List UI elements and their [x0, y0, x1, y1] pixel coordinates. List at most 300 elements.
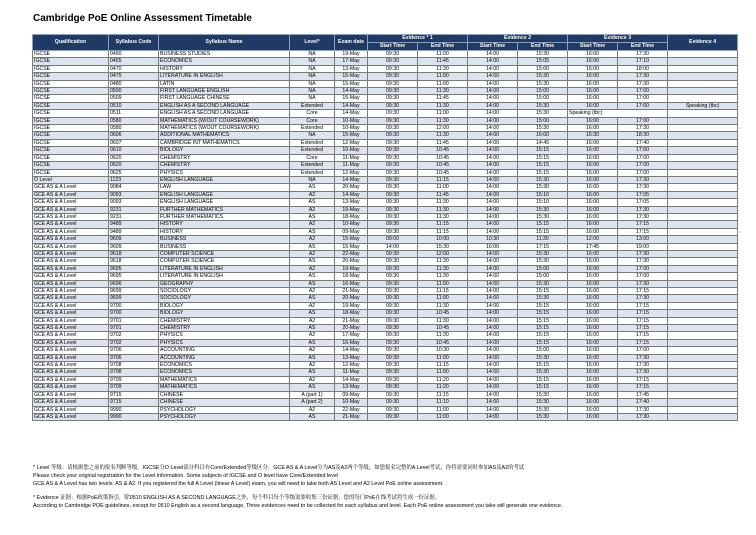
- cell-ev4: [668, 65, 738, 72]
- cell-ev3-end: 17:10: [618, 58, 668, 65]
- cell-ev2-end: 15:30: [518, 354, 568, 361]
- cell-syllabus-code: 9701: [109, 317, 159, 324]
- cell-ev3-end: 17:00: [618, 154, 668, 161]
- cell-ev2-start: 14:00: [468, 184, 518, 191]
- cell-syllabus-name: FIRST LANGUAGE CHINESE: [159, 95, 290, 102]
- cell-level: Core: [290, 154, 335, 161]
- cell-qualification: IGCSE: [33, 162, 109, 169]
- cell-exam-date: 16-May: [335, 280, 368, 287]
- cell-ev1-start: 09:30: [368, 132, 418, 139]
- cell-ev2-end: 15:15: [518, 228, 568, 235]
- header-syllabus-name: Syllabus Name: [159, 35, 290, 51]
- cell-syllabus-name: ENGLISH LANGUAGE: [159, 176, 290, 183]
- cell-ev1-start: 09:30: [368, 310, 418, 317]
- table-row: [33, 376, 738, 383]
- timetable-table: [32, 34, 738, 421]
- cell-qualification: GCE AS & A Level: [33, 384, 109, 391]
- cell-ev3-start: 16:00: [568, 221, 618, 228]
- cell-ev2-start: 14:00: [468, 391, 518, 398]
- cell-ev2-start: 14:00: [468, 250, 518, 257]
- cell-ev1-start: 09:30: [368, 184, 418, 191]
- cell-ev2-start: 14:00: [468, 176, 518, 183]
- cell-ev2-start: 14:00: [468, 117, 518, 124]
- cell-exam-date: 14-May: [335, 88, 368, 95]
- cell-ev4: [668, 376, 738, 383]
- cell-ev1-start: 09:00: [368, 236, 418, 243]
- table-row: [33, 139, 738, 146]
- cell-ev4: [668, 295, 738, 302]
- cell-level: AS: [290, 243, 335, 250]
- cell-ev3-start: 16:00: [568, 273, 618, 280]
- cell-ev2-start: 14:00: [468, 139, 518, 146]
- cell-syllabus-name: PSYCHOLOGY: [159, 413, 290, 420]
- cell-ev3-end: 17:30: [618, 280, 668, 287]
- cell-ev1-start: 09:30: [368, 399, 418, 406]
- cell-ev3-start: 16:00: [568, 73, 618, 80]
- cell-ev2-start: 14:00: [468, 288, 518, 295]
- cell-syllabus-name: ACCOUNTING: [159, 354, 290, 361]
- cell-syllabus-code: 9702: [109, 339, 159, 346]
- cell-ev1-end: 11:30: [418, 132, 468, 139]
- cell-ev2-start: 14:00: [468, 95, 518, 102]
- cell-ev3-end: 17:15: [618, 310, 668, 317]
- cell-ev3-start: 16:00: [568, 147, 618, 154]
- cell-ev3-start: 16:00: [568, 80, 618, 87]
- cell-ev2-start: 14:00: [468, 325, 518, 332]
- cell-qualification: GCE AS & A Level: [33, 302, 109, 309]
- cell-ev3-start: 16:00: [568, 95, 618, 102]
- cell-ev4: [668, 339, 738, 346]
- cell-ev2-end: 14:45: [518, 139, 568, 146]
- cell-ev2-end: 15:15: [518, 147, 568, 154]
- cell-qualification: IGCSE: [33, 139, 109, 146]
- cell-qualification: GCE AS & A Level: [33, 413, 109, 420]
- cell-syllabus-code: 9695: [109, 273, 159, 280]
- cell-ev1-end: 11:00: [418, 280, 468, 287]
- cell-ev1-end: 10:45: [418, 154, 468, 161]
- cell-qualification: GCE AS & A Level: [33, 265, 109, 272]
- cell-ev2-start: 14:00: [468, 213, 518, 220]
- cell-exam-date: 09-May: [335, 228, 368, 235]
- cell-level: Core: [290, 110, 335, 117]
- cell-ev3-end: 17:30: [618, 125, 668, 132]
- cell-exam-date: 12-May: [335, 362, 368, 369]
- cell-ev1-end: 11:45: [418, 139, 468, 146]
- cell-qualification: GCE AS & A Level: [33, 273, 109, 280]
- cell-ev1-end: 10:45: [418, 339, 468, 346]
- cell-qualification: IGCSE: [33, 125, 109, 132]
- cell-syllabus-code: 0510: [109, 102, 159, 109]
- cell-syllabus-name: ENGLISH AS A SECOND LANGUAGE: [159, 110, 290, 117]
- table-row: [33, 317, 738, 324]
- cell-exam-date: 14-May: [335, 102, 368, 109]
- cell-ev3-start: 16:00: [568, 332, 618, 339]
- cell-qualification: GCE AS & A Level: [33, 339, 109, 346]
- cell-ev3-start: 16:00: [568, 58, 618, 65]
- cell-ev4: [668, 191, 738, 198]
- cell-ev4: [668, 391, 738, 398]
- table-row: [33, 236, 738, 243]
- cell-ev3-start: 16:00: [568, 406, 618, 413]
- cell-ev2-start: 14:00: [468, 406, 518, 413]
- cell-qualification: IGCSE: [33, 65, 109, 72]
- cell-level: AS: [290, 310, 335, 317]
- cell-ev1-end: 11:00: [418, 413, 468, 420]
- cell-syllabus-name: MATHEMATICS: [159, 376, 290, 383]
- table-row: [33, 384, 738, 391]
- cell-ev4: [668, 265, 738, 272]
- cell-ev3-start: 16:00: [568, 184, 618, 191]
- cell-ev1-start: 09:30: [368, 206, 418, 213]
- cell-ev3-start: 12:00: [568, 236, 618, 243]
- cell-ev3-start: 16:00: [568, 139, 618, 146]
- cell-ev3-end: 17:00: [618, 117, 668, 124]
- cell-ev3-end: 17:30: [618, 206, 668, 213]
- cell-ev1-start: 09:30: [368, 265, 418, 272]
- cell-exam-date: 15-May: [335, 132, 368, 139]
- cell-ev3-end: 17:05: [618, 191, 668, 198]
- cell-ev2-start: 10:30: [468, 236, 518, 243]
- cell-level: A (part 2): [290, 399, 335, 406]
- cell-ev2-end: 15:15: [518, 221, 568, 228]
- table-row: [33, 213, 738, 220]
- cell-level: Extended: [290, 147, 335, 154]
- cell-exam-date: 11-May: [335, 369, 368, 376]
- header-evidence-3: Evidence 3: [568, 35, 668, 43]
- cell-ev2-end: 15:15: [518, 154, 568, 161]
- cell-ev1-end: 11:30: [418, 258, 468, 265]
- cell-ev3-end: 17:15: [618, 228, 668, 235]
- cell-ev1-start: 09:30: [368, 125, 418, 132]
- cell-ev3-end: 17:05: [618, 199, 668, 206]
- table-row: [33, 65, 738, 72]
- cell-syllabus-code: 9093: [109, 191, 159, 198]
- cell-ev3-start: 16:00: [568, 125, 618, 132]
- cell-exam-date: 10-May: [335, 221, 368, 228]
- cell-level: Core: [290, 117, 335, 124]
- cell-exam-date: 19-May: [335, 265, 368, 272]
- cell-ev1-end: 11:30: [418, 213, 468, 220]
- cell-ev1-end: 11:15: [418, 176, 468, 183]
- cell-ev3-start: 16:00: [568, 250, 618, 257]
- cell-ev2-end: 15:15: [518, 384, 568, 391]
- table-row: [33, 302, 738, 309]
- cell-level: A2: [290, 332, 335, 339]
- cell-ev1-end: 11:30: [418, 65, 468, 72]
- cell-ev4: [668, 206, 738, 213]
- cell-syllabus-name: ENGLISH LANGUAGE: [159, 199, 290, 206]
- cell-ev2-end: 15:30: [518, 51, 568, 58]
- cell-ev3-end: 17:15: [618, 221, 668, 228]
- cell-ev2-start: 14:00: [468, 65, 518, 72]
- cell-ev2-end: 15:00: [518, 347, 568, 354]
- cell-ev4: [668, 162, 738, 169]
- cell-ev2-start: 14:00: [468, 51, 518, 58]
- cell-ev1-start: 09:30: [368, 354, 418, 361]
- cell-ev3-end: 17:00: [618, 102, 668, 109]
- cell-ev4: [668, 221, 738, 228]
- cell-syllabus-code: 9709: [109, 384, 159, 391]
- cell-level: AS: [290, 273, 335, 280]
- cell-ev1-end: 10:45: [418, 310, 468, 317]
- table-row: [33, 132, 738, 139]
- table-row: [33, 221, 738, 228]
- cell-level: AS: [290, 199, 335, 206]
- cell-ev2-end: 15:30: [518, 295, 568, 302]
- cell-ev1-start: 09:30: [368, 369, 418, 376]
- table-row: [33, 347, 738, 354]
- cell-syllabus-name: FIRST LANGUAGE ENGLISH: [159, 88, 290, 95]
- table-row: [33, 288, 738, 295]
- cell-qualification: GCE AS & A Level: [33, 354, 109, 361]
- cell-syllabus-name: FURTHER MATHEMATICS: [159, 206, 290, 213]
- cell-ev2-start: 14:00: [468, 332, 518, 339]
- cell-ev3-end: 17:30: [618, 176, 668, 183]
- cell-ev2-end: 15:30: [518, 176, 568, 183]
- cell-syllabus-code: 0620: [109, 154, 159, 161]
- cell-ev1-end: 11:30: [418, 102, 468, 109]
- cell-ev4: [668, 332, 738, 339]
- cell-ev4: [668, 184, 738, 191]
- cell-ev2-start: 14:00: [468, 384, 518, 391]
- header-start-time: Start Time: [368, 43, 418, 51]
- cell-ev3-end: 17:30: [618, 406, 668, 413]
- table-row: [33, 58, 738, 65]
- cell-syllabus-name: HISTORY: [159, 65, 290, 72]
- cell-qualification: GCE AS & A Level: [33, 391, 109, 398]
- cell-syllabus-code: 0580: [109, 125, 159, 132]
- cell-qualification: O Level: [33, 176, 109, 183]
- cell-ev4: [668, 117, 738, 124]
- cell-ev1-end: 11:00: [418, 80, 468, 87]
- cell-ev1-start: 09:30: [368, 413, 418, 420]
- table-body: [33, 51, 738, 421]
- cell-ev4: [668, 95, 738, 102]
- cell-ev3-end: 17:00: [618, 162, 668, 169]
- cell-ev3-start: 16:00: [568, 399, 618, 406]
- cell-ev1-start: 09:30: [368, 376, 418, 383]
- cell-syllabus-name: MATHEMATICS: [159, 384, 290, 391]
- cell-exam-date: 13-May: [335, 384, 368, 391]
- cell-ev1-start: 09:30: [368, 73, 418, 80]
- cell-qualification: IGCSE: [33, 95, 109, 102]
- header-end-time: End Time: [418, 43, 468, 51]
- table-row: [33, 265, 738, 272]
- cell-ev1-end: 10:45: [418, 325, 468, 332]
- cell-level: A2: [290, 221, 335, 228]
- table-row: [33, 413, 738, 420]
- cell-exam-date: 12-May: [335, 139, 368, 146]
- cell-ev4: Speaking (tbc): [668, 102, 738, 109]
- cell-ev1-start: 09:30: [368, 258, 418, 265]
- cell-level: AS: [290, 413, 335, 420]
- cell-syllabus-code: 1123: [109, 176, 159, 183]
- cell-level: Extended: [290, 139, 335, 146]
- cell-syllabus-name: CHEMISTRY: [159, 162, 290, 169]
- cell-ev1-end: 11:00: [418, 369, 468, 376]
- cell-ev2-start: 14:00: [468, 58, 518, 65]
- cell-ev1-start: 09:30: [368, 325, 418, 332]
- cell-ev4: [668, 51, 738, 58]
- cell-ev3-start: 16:00: [568, 369, 618, 376]
- cell-ev4: [668, 288, 738, 295]
- cell-exam-date: 14-May: [335, 176, 368, 183]
- cell-ev1-start: 09:30: [368, 88, 418, 95]
- cell-ev1-end: 10:45: [418, 147, 468, 154]
- cell-syllabus-code: 9489: [109, 228, 159, 235]
- table-row: [33, 310, 738, 317]
- cell-ev2-end: 15:30: [518, 102, 568, 109]
- cell-ev2-start: 14:00: [468, 191, 518, 198]
- cell-ev2-start: 14:00: [468, 376, 518, 383]
- cell-syllabus-code: 0480: [109, 80, 159, 87]
- cell-ev1-start: 09:30: [368, 95, 418, 102]
- cell-syllabus-code: 9708: [109, 362, 159, 369]
- cell-level: Extended: [290, 169, 335, 176]
- cell-qualification: IGCSE: [33, 154, 109, 161]
- cell-ev4: [668, 399, 738, 406]
- cell-level: AS: [290, 295, 335, 302]
- cell-qualification: GCE AS & A Level: [33, 206, 109, 213]
- cell-ev2-end: 15:15: [518, 317, 568, 324]
- table-row: [33, 154, 738, 161]
- cell-ev3-start: 16:00: [568, 288, 618, 295]
- cell-syllabus-code: 0455: [109, 58, 159, 65]
- cell-syllabus-name: LITERATURE IN ENGLISH: [159, 73, 290, 80]
- cell-ev3-end: 17:00: [618, 95, 668, 102]
- cell-exam-date: 18-May: [335, 310, 368, 317]
- cell-level: A2: [290, 362, 335, 369]
- cell-ev2-end: 15:00: [518, 88, 568, 95]
- cell-ev4: [668, 317, 738, 324]
- cell-level: AS: [290, 184, 335, 191]
- cell-ev1-end: 11:00: [418, 73, 468, 80]
- cell-ev3-end: 17:15: [618, 317, 668, 324]
- cell-syllabus-code: 9701: [109, 325, 159, 332]
- cell-ev2-start: 14:00: [468, 88, 518, 95]
- cell-ev1-start: 09:30: [368, 280, 418, 287]
- cell-ev3-end: 17:30: [618, 295, 668, 302]
- cell-qualification: GCE AS & A Level: [33, 191, 109, 198]
- table-row: [33, 362, 738, 369]
- cell-syllabus-code: 9700: [109, 302, 159, 309]
- table-row: [33, 117, 738, 124]
- cell-syllabus-name: LAW: [159, 184, 290, 191]
- cell-ev3-start: 17:45: [568, 243, 618, 250]
- cell-syllabus-name: BUSINESS: [159, 236, 290, 243]
- cell-syllabus-code: 0500: [109, 88, 159, 95]
- cell-level: NA: [290, 58, 335, 65]
- cell-syllabus-code: 0607: [109, 139, 159, 146]
- cell-ev2-end: 15:15: [518, 325, 568, 332]
- table-row: [33, 199, 738, 206]
- cell-ev1-start: 09:30: [368, 213, 418, 220]
- cell-ev4: [668, 310, 738, 317]
- cell-level: A2: [290, 191, 335, 198]
- cell-ev3-start: 16:00: [568, 280, 618, 287]
- cell-level: AS: [290, 213, 335, 220]
- cell-ev3-start: 16:00: [568, 213, 618, 220]
- cell-ev4: [668, 250, 738, 257]
- cell-syllabus-name: BUSINESS STUDIES: [159, 51, 290, 58]
- cell-qualification: GCE AS & A Level: [33, 317, 109, 324]
- cell-ev1-end: 11:30: [418, 273, 468, 280]
- cell-qualification: GCE AS & A Level: [33, 184, 109, 191]
- table-row: [33, 258, 738, 265]
- cell-syllabus-name: ECONOMICS: [159, 369, 290, 376]
- cell-ev2-end: 15:30: [518, 280, 568, 287]
- cell-ev1-end: 11:30: [418, 88, 468, 95]
- cell-syllabus-name: CHINESE: [159, 391, 290, 398]
- cell-ev1-end: 15:30: [418, 243, 468, 250]
- cell-exam-date: 15-May: [335, 80, 368, 87]
- cell-syllabus-code: 0620: [109, 162, 159, 169]
- cell-ev1-end: 11:00: [418, 51, 468, 58]
- cell-ev3-start: 16:00: [568, 391, 618, 398]
- cell-qualification: GCE AS & A Level: [33, 288, 109, 295]
- cell-ev3-end: 17:30: [618, 51, 668, 58]
- cell-syllabus-code: 0511: [109, 110, 159, 117]
- cell-syllabus-name: ENGLISH LANGUAGE: [159, 191, 290, 198]
- cell-ev2-end: 15:30: [518, 258, 568, 265]
- cell-ev2-end: 15:00: [518, 273, 568, 280]
- cell-ev3-start: 16:00: [568, 339, 618, 346]
- cell-ev1-end: 11:45: [418, 191, 468, 198]
- cell-ev1-end: 11:15: [418, 228, 468, 235]
- cell-exam-date: 15-May: [335, 236, 368, 243]
- header-start-time: Start Time: [468, 43, 518, 51]
- table-row: [33, 184, 738, 191]
- cell-ev3-start: 16:00: [568, 376, 618, 383]
- cell-syllabus-code: 9990: [109, 413, 159, 420]
- cell-level: AS: [290, 369, 335, 376]
- cell-level: A2: [290, 236, 335, 243]
- cell-exam-date: 14-May: [335, 347, 368, 354]
- cell-ev2-end: 15:15: [518, 169, 568, 176]
- cell-ev2-end: 15:30: [518, 184, 568, 191]
- cell-syllabus-code: 9231: [109, 206, 159, 213]
- cell-level: Extended: [290, 125, 335, 132]
- cell-exam-date: 15-May: [335, 73, 368, 80]
- table-row: [33, 51, 738, 58]
- cell-ev3-start: 16:00: [568, 295, 618, 302]
- cell-ev1-end: 10:30: [418, 347, 468, 354]
- cell-syllabus-code: 9715: [109, 391, 159, 398]
- cell-exam-date: 22-May: [335, 406, 368, 413]
- cell-syllabus-name: COMPUTER SCIENCE: [159, 258, 290, 265]
- table-row: [33, 73, 738, 80]
- cell-qualification: GCE AS & A Level: [33, 376, 109, 383]
- cell-ev2-start: 16:00: [468, 243, 518, 250]
- cell-ev1-end: 12:00: [418, 125, 468, 132]
- cell-ev3-start: 16:00: [568, 117, 618, 124]
- cell-ev3-start: 16:00: [568, 88, 618, 95]
- cell-exam-date: 10-May: [335, 399, 368, 406]
- cell-ev4: [668, 325, 738, 332]
- table-row: [33, 280, 738, 287]
- cell-level: A2: [290, 302, 335, 309]
- cell-qualification: GCE AS & A Level: [33, 347, 109, 354]
- cell-ev3-end: 17:30: [618, 73, 668, 80]
- cell-ev3-end: 17:00: [618, 273, 668, 280]
- cell-ev1-end: 11:30: [418, 332, 468, 339]
- cell-syllabus-code: 0470: [109, 65, 159, 72]
- cell-ev2-end: 15:00: [518, 95, 568, 102]
- table-row: [33, 369, 738, 376]
- cell-ev3-end: 17:30: [618, 250, 668, 257]
- cell-ev2-start: 14:00: [468, 147, 518, 154]
- cell-ev1-start: 09:30: [368, 302, 418, 309]
